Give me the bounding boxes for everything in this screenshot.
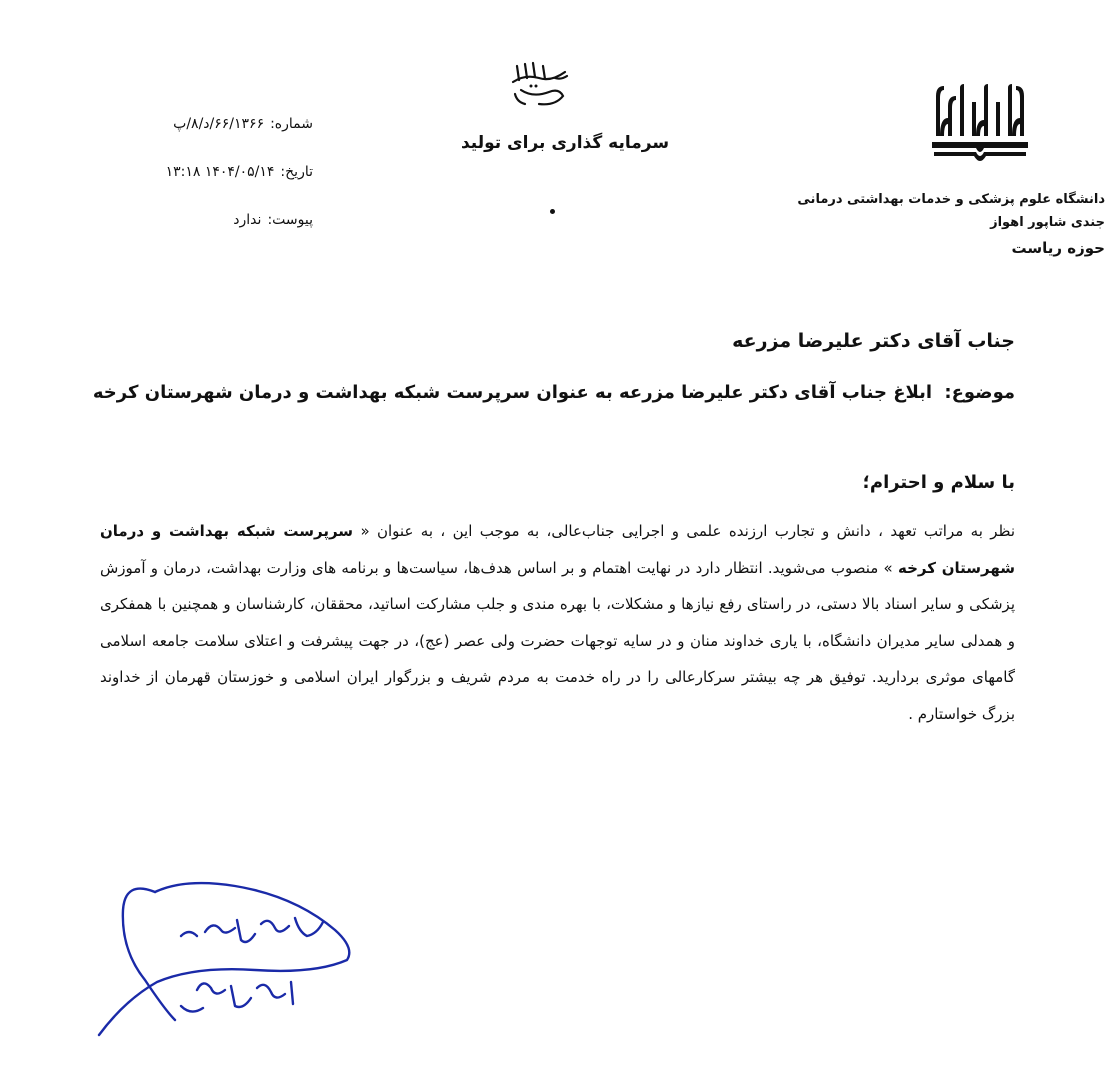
- addressee: جناب آقای دکتر علیرضا مزرعه: [732, 330, 1015, 352]
- meta-number: [53, 100, 313, 148]
- bullet-dot: [550, 209, 555, 214]
- bismillah-calligraphy: [505, 60, 575, 110]
- subject-text: ابلاغ جناب آقای دکتر علیرضا مزرعه به عنوان سرپرست شبکه بهداشت و درمان شهرستان کرخه: [92, 382, 933, 403]
- attachment-value: ندارد: [233, 212, 262, 228]
- office-name: حوزه ریاست: [1011, 239, 1105, 257]
- body-text-part1: نظر به مراتب تعهد ، دانش و تجارب ارزنده علمی و اجرایی جناب‌عالی، به موجب این ، به عنوان «: [353, 522, 1016, 540]
- body-text-part2: » منصوب می‌شوید. انتظار دارد در نهایت اهتمام و بر اساس هدف‌ها، سیاست‌ها و برنامه های وزارت بهداشت، درمان و آموزش پزشکی و سایر اسناد بالا دستی، در راستای رفع نیازها و مشکلات، با بهره مندی و جلب مشارکت اساتید، محققان، کارشناسان و همچنین با همفکری و همدلی سایر مدیران دانشگاه، با یاری خداوند منان و در سایه توجهات حضرت ولی عصر (عج)، در جهت پیشرفت و اعتلای سلامت جامعه اسلامی گامهای موثری بردارید. توفیق هر چه بیشتر سرکارعالی را در راه خدمت به مردم شریف و بزرگوار ایران اسلامی و خوزستان قهرمان از خداوند بزرگ خواستارم .: [100, 558, 1015, 723]
- meta-attachment: [53, 196, 313, 244]
- letter-body: [100, 513, 1015, 732]
- university-name-line2: جندی شاپور اهواز: [990, 215, 1105, 230]
- number-value: ۶۶/۱۳۶۶/د/۸/پ: [173, 116, 265, 132]
- date-value: ۱۴۰۴/۰۵/۱۴ ۱۳:۱۸: [165, 164, 275, 180]
- subject-line: [93, 382, 1015, 403]
- greeting: با سلام و احترام؛: [862, 472, 1015, 493]
- university-header: [785, 187, 1105, 261]
- body-text-bold: سرپرست شبکه بهداشت و درمان شهرستان کرخه: [100, 522, 1015, 577]
- subject-label: موضوع:: [944, 382, 1015, 403]
- letter-meta: [53, 100, 313, 244]
- slogan: سرمایه گذاری برای تولید: [460, 133, 670, 153]
- attachment-label: پیوست:: [267, 212, 313, 228]
- handwritten-signature: [85, 870, 375, 1050]
- university-logo-icon: [930, 84, 1030, 174]
- date-label: تاریخ:: [280, 164, 313, 180]
- meta-date: [53, 148, 313, 196]
- university-name-line1: دانشگاه علوم پزشکی و خدمات بهداشتی درمانی: [797, 192, 1105, 207]
- number-label: شماره:: [270, 116, 313, 132]
